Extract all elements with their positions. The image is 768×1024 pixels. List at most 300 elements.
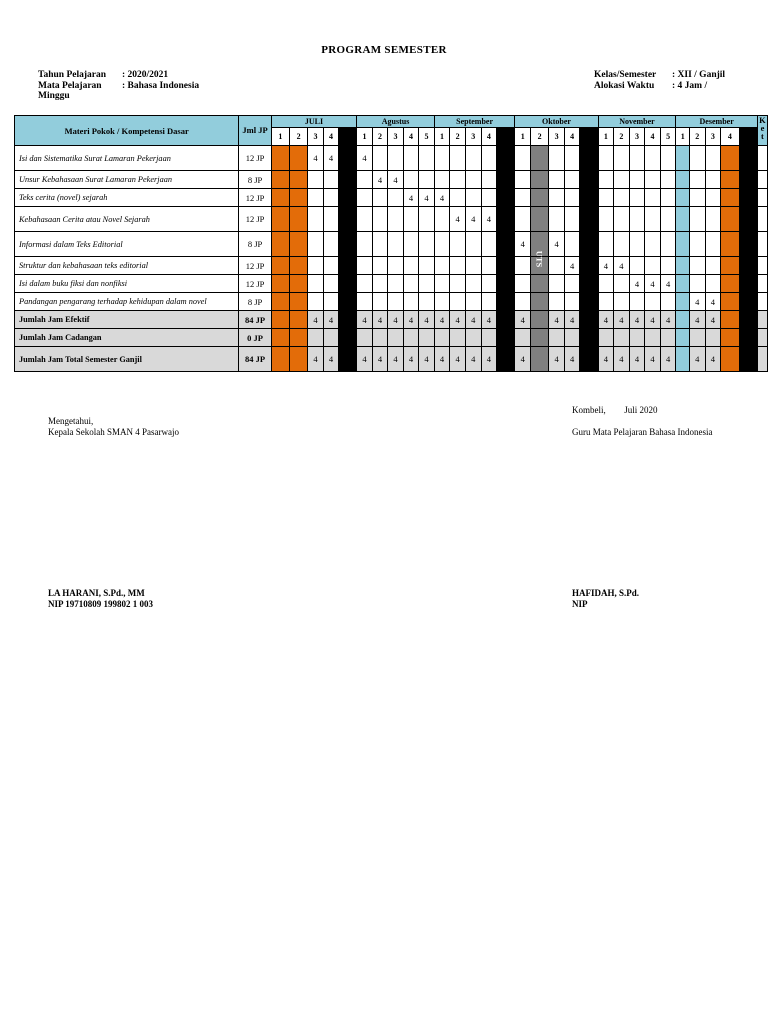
week-cell [690,257,706,275]
ket-cell [757,232,767,257]
week-cell [450,257,466,275]
week-cell [629,257,645,275]
week-cell: 4 [564,347,580,372]
week-cell [308,232,323,257]
week-cell [645,171,661,189]
ket-cell [757,293,767,311]
week-cell [403,293,418,311]
week-cell [419,257,434,275]
week-cell: 4 [515,232,531,257]
week-cell [705,207,721,232]
week-cell [290,171,308,189]
week-cell [497,189,515,207]
week-cell [629,189,645,207]
week-number: 2 [372,128,387,146]
week-cell [660,207,676,232]
week-cell [308,257,323,275]
week-cell [614,275,630,293]
week-cell [339,232,357,257]
week-cell [271,293,289,311]
week-cell [629,207,645,232]
materi-cell: Informasi dalam Teks Editorial [15,232,239,257]
week-cell [357,207,372,232]
summary-row [15,311,768,329]
week-cell [690,232,706,257]
week-cell [271,275,289,293]
week-cell [290,329,308,347]
week-cell [271,146,289,171]
week-cell: 4 [660,347,676,372]
week-number: 4 [564,128,580,146]
week-cell [323,232,338,257]
week-cell [290,189,308,207]
week-cell [372,293,387,311]
header-ket-label: K e t [759,115,766,141]
week-cell [739,329,757,347]
week-number: 1 [271,128,289,146]
week-cell [580,232,598,257]
week-cell [481,293,497,311]
meta-row-alokasi [594,81,725,92]
week-cell [676,146,690,171]
week-cell [739,311,757,329]
week-cell: 4 [645,275,661,293]
week-cell [434,171,450,189]
week-number: 3 [465,128,481,146]
header-months-row [15,116,768,128]
week-cell [515,189,531,207]
week-cell [721,207,739,232]
materi-cell: Isi dalam buku fiksi dan nonfiksi [15,275,239,293]
week-number: 3 [549,128,565,146]
week-cell [450,146,466,171]
ket-cell [757,257,767,275]
ket-cell [757,146,767,171]
week-cell [308,329,323,347]
week-cell [580,293,598,311]
week-cell [549,329,565,347]
week-cell: 4 [450,207,466,232]
week-cell [580,275,598,293]
materi-row [15,275,768,293]
week-cell [434,257,450,275]
week-cell [549,257,565,275]
week-cell [271,329,289,347]
week-cell [497,275,515,293]
document-title: PROGRAM SEMESTER [321,44,447,56]
week-cell: 4 [419,347,434,372]
week-cell: 4 [357,311,372,329]
week-cell [645,146,661,171]
jp-cell: 12 JP [239,146,271,171]
week-cell: 4 [403,347,418,372]
week-cell [419,275,434,293]
week-cell [705,232,721,257]
week-cell [645,329,661,347]
week-cell [690,275,706,293]
jp-cell: 0 JP [239,329,271,347]
week-cell [676,189,690,207]
materi-row [15,232,768,257]
week-cell [564,329,580,347]
week-cell [323,293,338,311]
week-cell: 4 [372,311,387,329]
week-cell [290,257,308,275]
week-cell [357,171,372,189]
week-cell [323,207,338,232]
week-cell [372,207,387,232]
signature-right-date: Juli 2020 [624,405,658,415]
week-cell [580,146,598,171]
week-cell [339,146,357,171]
week-cell [614,189,630,207]
week-cell [323,329,338,347]
jp-cell: 84 JP [239,311,271,329]
week-cell [497,311,515,329]
jp-cell: 12 JP [239,189,271,207]
week-cell: 4 [388,311,403,329]
week-cell [465,171,481,189]
week-cell [450,329,466,347]
week-cell [271,311,289,329]
summary-row [15,347,768,372]
week-cell [497,257,515,275]
week-cell [705,146,721,171]
week-cell [290,293,308,311]
week-cell [530,275,548,293]
signature-left-nip: NIP 19710809 199802 1 003 [48,599,154,609]
week-cell [308,171,323,189]
week-number: 2 [614,128,630,146]
week-cell [419,171,434,189]
materi-cell: Teks cerita (novel) sejarah [15,189,239,207]
week-cell [290,311,308,329]
week-cell [598,275,614,293]
week-cell [614,171,630,189]
week-cell: 4 [308,347,323,372]
week-cell: 4 [690,293,706,311]
week-cell: 4 [549,232,565,257]
week-cell [497,171,515,189]
week-cell [403,257,418,275]
week-cell [614,232,630,257]
week-cell [598,207,614,232]
week-cell [450,293,466,311]
week-cell [323,257,338,275]
week-cell: 4 [629,347,645,372]
week-number: 3 [629,128,645,146]
week-cell [660,232,676,257]
materi-cell: Jumlah Jam Efektif [15,311,239,329]
materi-cell: Struktur dan kebahasaan teks editorial [15,257,239,275]
program-semester-table [14,115,768,372]
materi-row [15,257,768,275]
week-cell [481,146,497,171]
meta-label: Mata Pelajaran [38,80,102,91]
week-cell [690,189,706,207]
signature-left-name: LA HARANI, S.Pd., MM [48,588,145,598]
month-header: Desember [676,116,758,128]
week-cell [290,207,308,232]
jp-cell: 8 JP [239,232,271,257]
week-cell: 4 [372,347,387,372]
week-cell: 4 [388,347,403,372]
week-number: 4 [721,128,739,146]
meta-label: Tahun Pelajaran [38,70,107,80]
week-cell: 4 [357,146,372,171]
week-cell: 4 [660,275,676,293]
week-cell [530,207,548,232]
meta-value: : Bahasa Indonesia [122,80,200,91]
ket-cell [757,171,767,189]
week-cell: 4 [690,311,706,329]
week-cell [721,146,739,171]
week-cell [580,207,598,232]
week-cell [339,329,357,347]
week-cell [388,275,403,293]
week-number: 1 [515,128,531,146]
materi-cell: Jumlah Jam Total Semester Ganjil [15,347,239,372]
week-cell [497,329,515,347]
jp-cell: 12 JP [239,207,271,232]
week-cell [515,293,531,311]
week-cell [676,171,690,189]
week-cell [323,189,338,207]
week-cell [614,293,630,311]
week-cell [629,171,645,189]
week-number: 5 [660,128,676,146]
week-cell [419,207,434,232]
week-cell [660,146,676,171]
week-cell [308,293,323,311]
week-cell: 4 [403,189,418,207]
week-cell [308,189,323,207]
week-cell [629,146,645,171]
week-cell [481,189,497,207]
week-cell [481,171,497,189]
week-cell [515,146,531,171]
materi-cell: Isi dan Sistematika Surat Lamaran Pekerjaan [15,146,239,171]
jp-cell: 84 JP [239,347,271,372]
week-cell [660,329,676,347]
week-cell [580,257,598,275]
week-cell: 4 [403,311,418,329]
week-cell: 4 [323,146,338,171]
week-number: 1 [357,128,372,146]
week-cell [614,146,630,171]
week-cell [308,207,323,232]
week-cell [339,275,357,293]
week-cell [403,146,418,171]
meta-row-tahun [38,70,199,81]
meta-row-minggu [38,91,199,102]
week-cell [598,189,614,207]
week-cell [388,293,403,311]
week-cell [721,311,739,329]
materi-cell: Kebahasaan Cerita atau Novel Sejarah [15,207,239,232]
week-cell: 4 [465,207,481,232]
week-cell [339,257,357,275]
week-cell [323,275,338,293]
week-cell [629,329,645,347]
week-cell [388,207,403,232]
signature-right-block [572,588,639,610]
week-cell [290,347,308,372]
week-cell [515,329,531,347]
week-cell: 4 [450,347,466,372]
week-cell [645,232,661,257]
week-cell [739,257,757,275]
week-cell [403,232,418,257]
week-cell: 4 [308,146,323,171]
week-cell [497,207,515,232]
week-cell: 4 [481,311,497,329]
week-cell [388,232,403,257]
week-cell: 4 [705,311,721,329]
week-cell [465,257,481,275]
week-cell [403,275,418,293]
signature-right-nip: NIP [572,599,588,609]
signature-right-place-date [572,405,658,415]
month-header: September [434,116,515,128]
week-cell [434,207,450,232]
week-cell: 4 [481,207,497,232]
week-number: 3 [705,128,721,146]
week-number: 2 [530,128,548,146]
signature-left-line1: Mengetahui, [48,416,94,426]
week-cell [676,275,690,293]
week-cell [434,293,450,311]
meta-label: Alokasi Waktu [594,80,655,91]
week-cell [580,347,598,372]
week-cell [515,207,531,232]
signature-left-intro [48,416,179,438]
week-cell [419,146,434,171]
week-number: 4 [403,128,418,146]
month-header: Oktober [515,116,598,128]
week-cell [515,257,531,275]
week-cell: 4 [515,347,531,372]
week-cell [271,232,289,257]
week-cell [629,232,645,257]
week-cell [465,329,481,347]
week-cell [465,275,481,293]
week-cell [372,189,387,207]
week-cell [690,207,706,232]
ket-cell [757,347,767,372]
week-cell [515,171,531,189]
week-cell [323,171,338,189]
week-cell [481,232,497,257]
week-cell [465,189,481,207]
meta-row-mapel [38,81,199,92]
week-cell [564,275,580,293]
week-cell [403,329,418,347]
week-cell [357,293,372,311]
week-number: 4 [645,128,661,146]
header-jml-jp: Jml JP [239,116,271,146]
week-cell [434,275,450,293]
week-number: 2 [290,128,308,146]
week-cell [690,329,706,347]
uts-label: UTS [534,250,545,267]
week-cell: 4 [629,275,645,293]
week-cell [372,232,387,257]
week-cell [598,293,614,311]
jp-cell: 12 JP [239,257,271,275]
week-cell: 4 [465,311,481,329]
break-cell [339,128,357,146]
week-cell: 4 [660,311,676,329]
week-cell [739,293,757,311]
materi-cell: Unsur Kebahasaan Surat Lamaran Pekerjaan [15,171,239,189]
week-cell [465,146,481,171]
week-cell [530,171,548,189]
week-cell [357,232,372,257]
week-cell: 4 [419,189,434,207]
jp-cell: 8 JP [239,171,271,189]
materi-cell: Jumlah Jam Cadangan [15,329,239,347]
week-cell [549,207,565,232]
week-cell: 4 [564,257,580,275]
week-cell [645,293,661,311]
week-cell [645,257,661,275]
ket-cell [757,275,767,293]
week-cell [721,189,739,207]
week-cell [271,171,289,189]
week-cell [564,171,580,189]
ket-cell [757,207,767,232]
week-cell [705,329,721,347]
break-cell [497,128,515,146]
week-cell: 4 [372,171,387,189]
week-cell [530,311,548,329]
week-cell [497,146,515,171]
week-cell [339,189,357,207]
week-cell [339,171,357,189]
materi-row [15,293,768,311]
week-cell: 4 [434,311,450,329]
week-cell: 4 [598,347,614,372]
week-cell [705,257,721,275]
week-cell [721,329,739,347]
week-cell [549,189,565,207]
break-cell [580,128,598,146]
week-cell: 4 [614,347,630,372]
week-cell [580,189,598,207]
week-cell: 4 [690,347,706,372]
week-cell: 4 [308,311,323,329]
week-cell [739,347,757,372]
week-cell [530,347,548,372]
week-cell [549,275,565,293]
week-cell: 4 [434,189,450,207]
week-cell [721,275,739,293]
week-cell: 4 [598,257,614,275]
week-cell [564,232,580,257]
week-cell [580,171,598,189]
week-cell: 4 [419,311,434,329]
week-cell: 4 [705,347,721,372]
header-ket [757,116,767,146]
meta-value: : 2020/2021 [122,70,169,80]
week-cell [705,275,721,293]
week-cell [676,311,690,329]
week-cell [598,171,614,189]
week-cell [530,293,548,311]
signature-left-line2: Kepala Sekolah SMAN 4 Pasarwajo [48,427,179,437]
meta-value: : XII / Ganjil [672,70,726,80]
